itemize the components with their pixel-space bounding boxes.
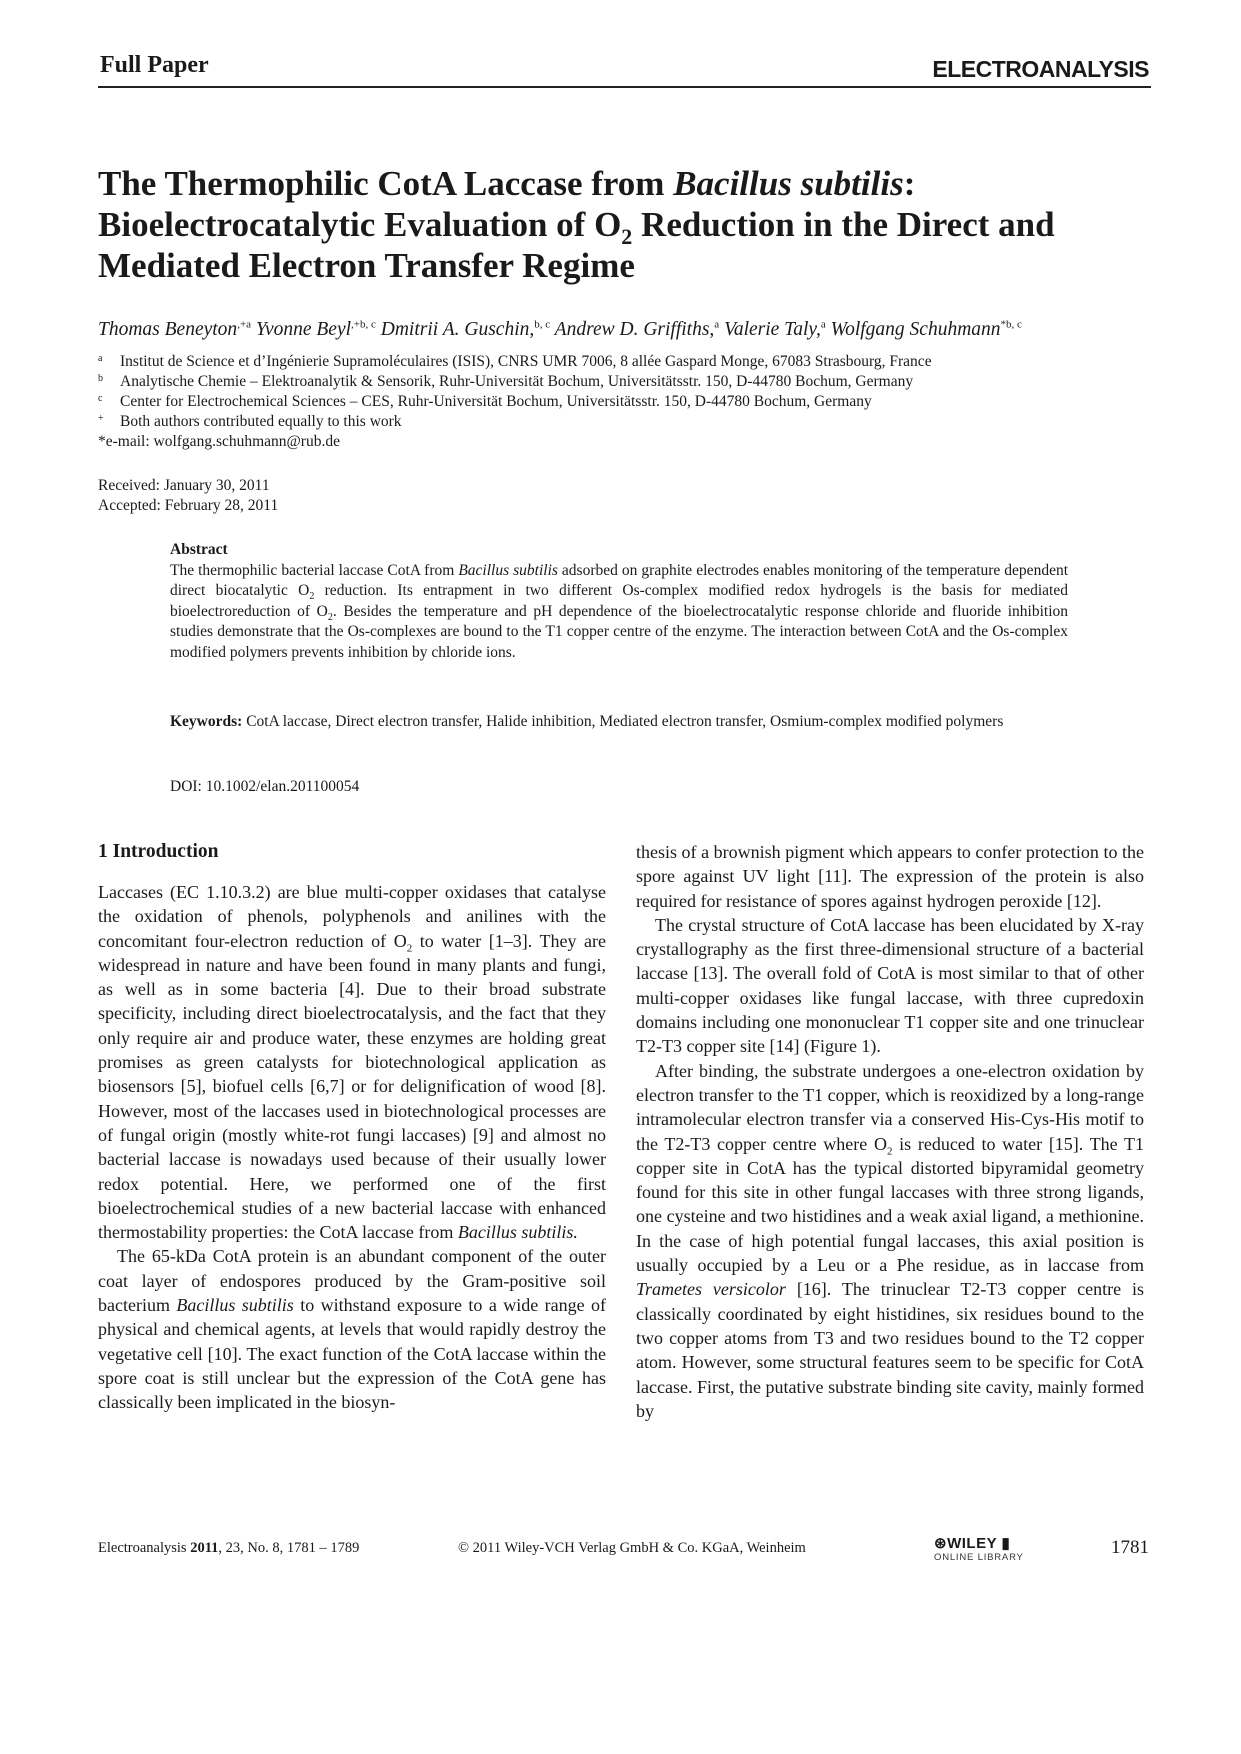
author: Yvonne Beyl$^{,+b, c}$ [255,318,376,340]
title-text: Mediated Electron Transfer Regime [98,246,635,285]
affiliation: $^c$ Center for Electrochemical Sciences – CES, Ruhr-Universität Bochum, Universitätsstr. 150, D-44780 Bochum, Germany [98,393,872,410]
book-icon: ▮ [996,1535,1011,1552]
affiliation: $^a$ Institut de Science et d’Ingénierie Supramoléculaires (ISIS), CNRS UMR 7006, 8 allée Gaspard Monge, 67083 Strasbourg, France [98,353,932,370]
section-label: Full Paper [100,52,209,78]
keywords-label: Keywords: [170,713,243,730]
doi[interactable]: DOI: 10.1002/elan.201100054 [170,778,360,795]
corresponding-email[interactable]: *e-mail: wolfgang.schuhmann@rub.de [98,433,340,450]
dates [98,476,278,516]
author: Dmitrii A. Guschin,$^{b, c}$ [380,318,551,340]
author: Thomas Beneyton$^{,+a}$ [98,318,252,340]
title-text: Reduction in the Direct and [632,205,1055,244]
abstract-heading: Abstract [170,541,228,558]
author-list [98,312,1168,342]
abstract: Abstract The thermophilic bacterial laccase CotA from Bacillus subtilis adsorbed on graphite electrodes enables monitoring of the temperature dependent direct biocatalytic $O_2$ reduction. Its entrapment in two different Os-complex modified redox hydrogels is the basis for mediated bioelectroreduction of $O_2$. Besides the temperature and pH dependence of the bioelectrocatalytic response chloride and fluoride inhibition studies demonstrate that the Os-complexes are bound to the T1 copper centre of the enzyme. The interaction between CotA and the Os-complex modified polymers prevents inhibition by chloride ions. [170,541,1069,661]
section-heading: 1 Introduction [98,841,219,862]
keywords [170,712,1068,733]
paragraph: The crystal structure of CotA laccase has been elucidated by X-ray crystallography as the first three-dimensional structure of a bacterial laccase [13]. The overall fold of CotA is most similar to that of other multi-copper oxidases like fungal laccase, with three cupredoxin domains including one mononuclear T1 copper site and one trinuclear T2-T3 copper site [14] (Figure 1). [636,914,1144,1057]
title-species: Bacillus subtilis [673,164,904,203]
journal-name: ELECTROANALYSIS [932,56,1149,82]
paper-title [98,163,1158,286]
keywords-text: CotA laccase, Direct electron transfer, Halide inhibition, Mediated electron transfer, Osmium-complex modified polymers [242,713,1004,730]
paragraph: The 65-kDa CotA protein is an abundant component of the outer coat layer of endospores produced by the Gram-positive soil bacterium Bacillus subtilis to withstand exposure to a wide range of physical and chemical agents, at levels that would rapidly destroy the vegetative cell [10]. The exact function of the CotA laccase within the spore coat is still unclear but the expression of the CotA gene has classically been implicated in the biosyn- [98,1246,606,1413]
paragraph: Laccases (EC 1.10.3.2) are blue multi-copper oxidases that catalyse the oxidation of phenols, polyphenols and anilines with the concomitant four-electron reduction of $O_2$ to water [1–3]. They are widespread in nature and have been found in many plants and fungi, as well as in some bacteria [4]. Due to their broad substrate specificity, including direct bioelectrocatalysis, and the fact that they only require air and produce water, these enzymes are holding great promises as green catalysts for biotechnological application as biosensors [5], biofuel cells [6,7] or for delignification of wood [8]. However, most of the laccases used in biotechnological processes are of fungal origin (mostly white-rot fungi laccases) [9] and almost no bacterial laccase is nowadays used because of their usually lower redox potential. Here, we performed one of the first bioelectrochemical studies of a new bacterial laccase with enhanced thermostability properties: the CotA laccase from Bacillus subtilis. [98,882,607,1243]
footer-citation: Electroanalysis 2011, 23, No. 8, 1781 – 1789 [98,1540,360,1556]
wiley-emblem-icon: ⊛ [934,1535,948,1552]
footer-copyright: © 2011 Wiley-VCH Verlag GmbH & Co. KGaA, Weinheim [458,1540,806,1556]
author: Andrew D. Griffiths,$^a$ [554,318,720,340]
paragraph: After binding, the substrate undergoes a one-electron oxidation by electron transfer to the T1 copper, which is reoxidized by a long-range intramolecular electron transfer via a conserved His-Cys-His motif to the T2-T3 copper centre where $O_2$ is reduced to water [15]. The T1 copper site in CotA has the typical distorted bipyramidal geometry found for this site in other fungal laccases with three strong ligands, one cysteine and two histidines and a weak axial ligand, a methionine. In the case of high potential fungal laccases, this axial position is usually occupied by a Leu or a Phe residue, as in laccase from Trametes versicolor [16]. The trinuclear T2-T3 copper centre is classically coordinated by eight histidines, six residues bound to the two copper atoms from T3 and two residues bound to the T2 copper atom. However, some structural features seem to be specific for CotA laccase. First, the putative substrate binding site cavity, mainly formed by [636,1060,1144,1421]
title-text: : [903,164,916,203]
page-number: 1781 [1111,1537,1149,1558]
paragraph: thesis of a brownish pigment which appears to confer protection to the spore against UV light [11]. The expression of the protein is also required for resistance of spores against hydrogen peroxide [12]. [636,842,1144,911]
title-text: Bioelectrocatalytic Evaluation of O [98,205,622,244]
accepted-date: Accepted: February 28, 2011 [98,497,279,514]
affiliation-note: + Both authors contributed equally to this work [98,413,402,430]
received-date: Received: January 30, 2011 [98,477,270,494]
body-column-left [98,840,606,1415]
body-column-right [636,840,1144,1423]
affiliation: $^b$ Analytische Chemie – Elektroanalytik & Sensorik, Ruhr-Universität Bochum, Universitätsstr. 150, D-44780 Bochum, Germany [98,373,914,390]
title-text: The Thermophilic CotA Laccase from [98,164,674,203]
title-subscript: 2 [621,224,633,249]
author: Wolfgang Schuhmann$^{*b, c}$ [830,318,1022,340]
author: Valerie Taly,$^a$ [724,318,826,340]
wiley-logo: ⊛WILEY ▮ ONLINE LIBRARY [934,1535,1024,1563]
header-rule [98,86,1151,88]
